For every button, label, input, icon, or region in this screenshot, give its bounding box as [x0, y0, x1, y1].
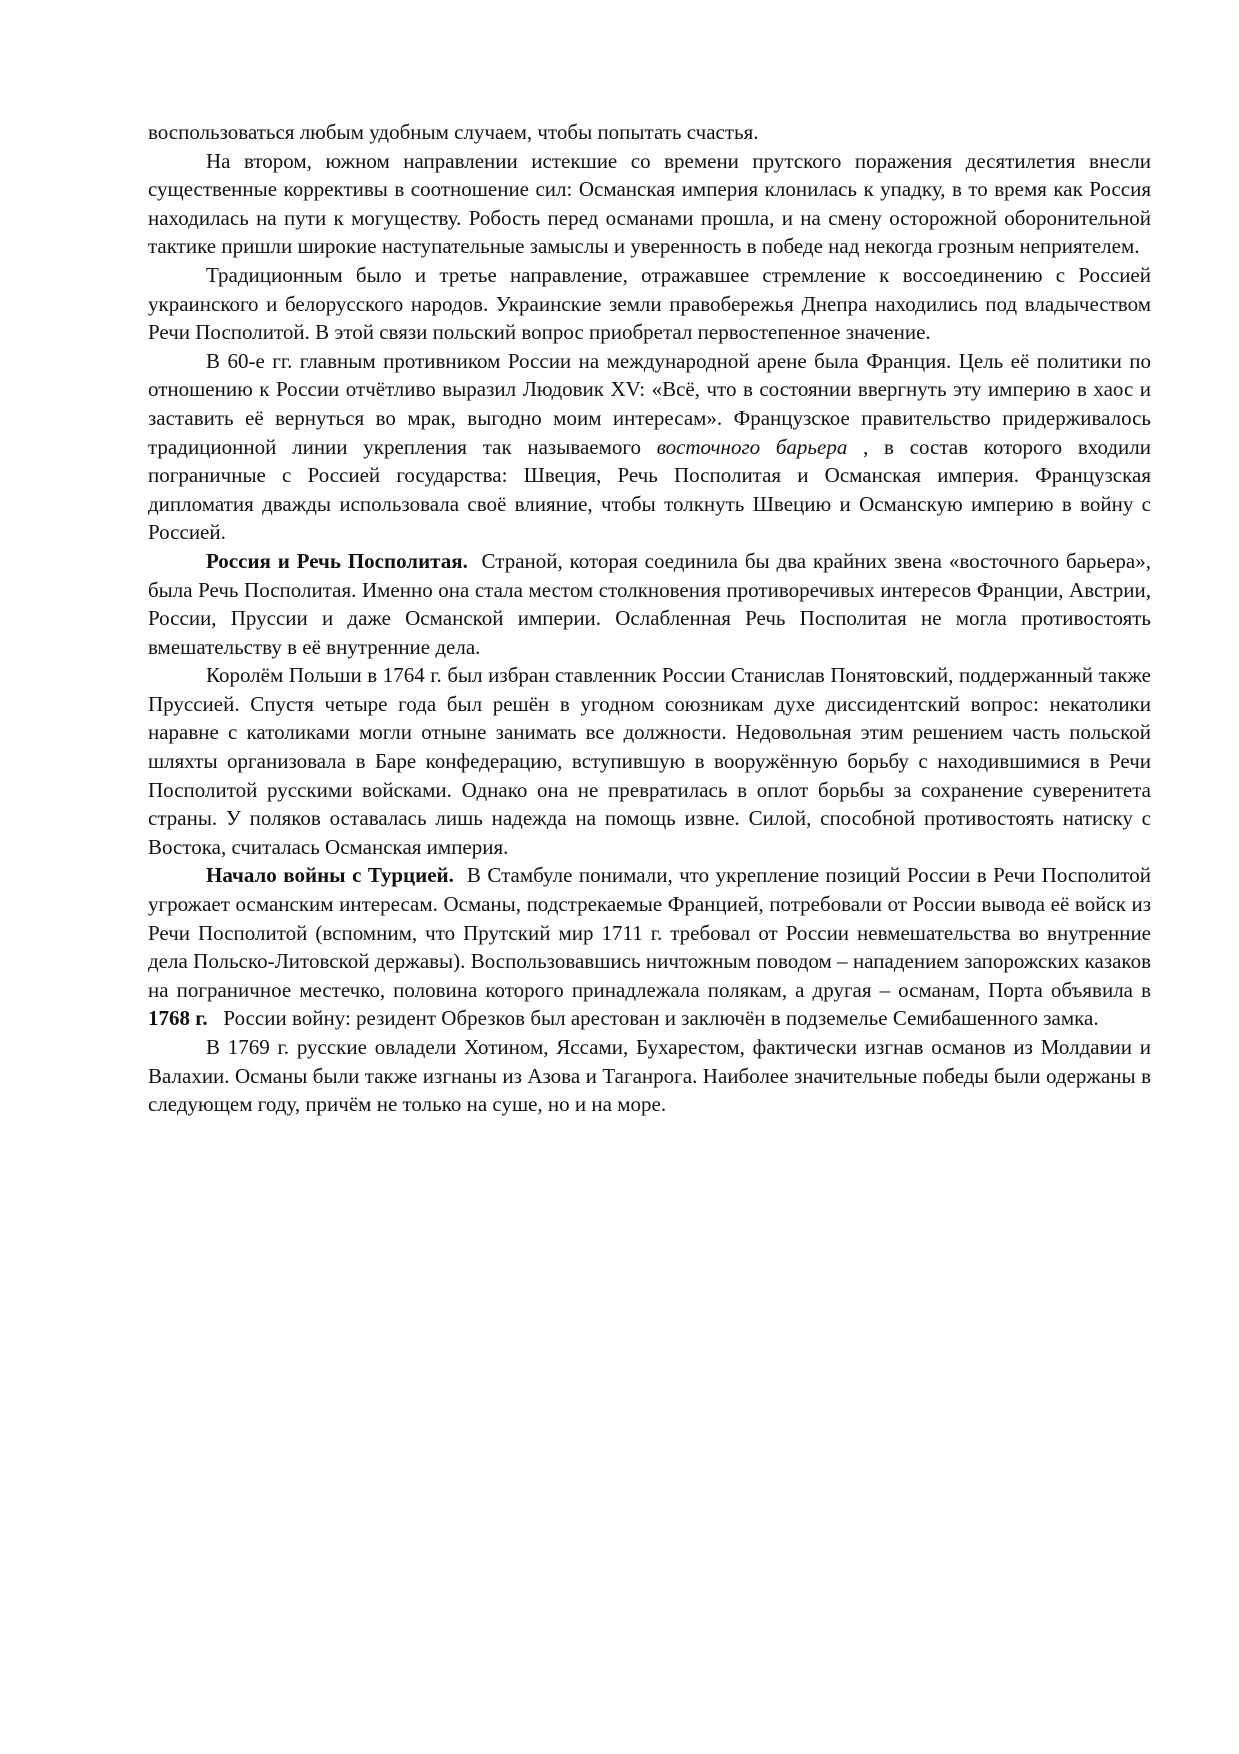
paragraph-text: , в состав которого входили пограничные с Россией государства: Швеция, Речь Посполитая и Османская империя. Французская дипломатия дважды использовала своё влияние, чтобы толкнуть Швецию и Османскую империю в войну с Россией. — [148, 434, 1151, 545]
paragraph-war-start — [148, 861, 1151, 1033]
paragraph-france — [148, 347, 1151, 547]
paragraph-text: Традиционным было и третье направление, отражавшее стремление к воссоединению с Россией украинского и белорусского народов. Украинские земли правобережья Днепра находились под владычеством Речи Посполитой. В этой связи польский вопрос приобретал первостепенное значение. — [148, 262, 1151, 345]
paragraph-continuation — [148, 118, 1151, 147]
paragraph-1769 — [148, 1033, 1151, 1119]
paragraph-poniatowski — [148, 661, 1151, 861]
paragraph-text: В 1769 г. русские овладели Хотином, Яссами, Бухарестом, фактически изгнав османов из Молдавии и Валахии. Османы были также изгнаны из Азова и Таганрога. Наиболее значительные победы были одержаны в следующем году, причём не только на суше, но и на море. — [148, 1035, 1151, 1117]
paragraph-text: Королём Польши в 1764 г. был избран ставленник России Станислав Понятовский, поддержанный также Пруссией. Спустя четыре года был решён в угодном союзникам духе диссидентский вопрос: некатолики наравне с католиками могли отныне занимать все должности. Недовольная этим решением часть польской шляхты организовала в Баре конфедерацию, вступившую в вооружённую борьбу с находившимися в Речи Посполитой русскими войсками. Однако она не превратилась в оплот борьбы за сохранение суверенитета страны. У поляков оставалась лишь надежда на помощь извне. Силой, способной противостоять натиску с Востока, считалась Османская империя. — [148, 663, 1151, 859]
paragraph-text: воспользоваться любым удобным случаем, чтобы попытать счастья. — [148, 120, 759, 144]
paragraph-text: На втором, южном направлении истекшие со времени прутского поражения десятилетия внесли существенные коррективы в соотношение сил: Османская империя клонилась к упадку, в то время как Россия находилась на пути к могуществу. Робость перед османами прошла, и на смену осторожной оборонительной тактике пришли широкие наступательные замыслы и уверенность в победе над некогда грозным неприятелем. — [148, 148, 1151, 259]
paragraph-text: России войну: резидент Обрезков был арестован и заключён в подземелье Семибашенного замка. — [223, 1006, 1099, 1031]
italic-term: восточного барьера — [656, 434, 848, 459]
section-heading: Начало войны с Турцией. — [206, 863, 454, 888]
body-text — [148, 118, 1151, 1119]
paragraph-third-direction — [148, 261, 1151, 347]
paragraph-text: В 60-е гг. главным противником России на международной арене была Франция. Цель её политики по отношению к России отчётливо выразил Людовик XV: «Всё, что в состоянии ввергнуть эту империю в хаос и заставить её вернуться во мрак, выгодно моим интересам». Французское правительство придерживалось традиционной линии укрепления так называемого — [148, 348, 1151, 459]
paragraph-russia-poland — [148, 547, 1151, 661]
paragraph-text: В Стамбуле понимали, что укрепление позиций России в Речи Посполитой угрожает османским интересам. Османы, подстрекаемые Францией, потребовали от России вывода её войск из Речи Посполитой (вспомним, что Прутский мир 1711 г. требовал от России невмешательства во внутренние дела Польско-Литовской державы). Воспользовавшись ничтожным поводом – нападением запорожских казаков на пограничное местечко, половина которого принадлежала полякам, а другая – османам, Порта объявила в — [148, 863, 1151, 1002]
paragraph-south-direction — [148, 147, 1151, 261]
bold-date: 1768 г. — [148, 1006, 208, 1031]
paragraph-text: Страной, которая соединила бы два крайних звена «восточного барьера», была Речь Посполитая. Именно она стала местом столкновения противоречивых интересов Франции, Австрии, России, Пруссии и даже Османской империи. Ослабленная Речь Посполитая не могла противостоять вмешательству в её внутренние дела. — [148, 548, 1151, 659]
section-heading: Россия и Речь Посполитая. — [206, 548, 468, 573]
